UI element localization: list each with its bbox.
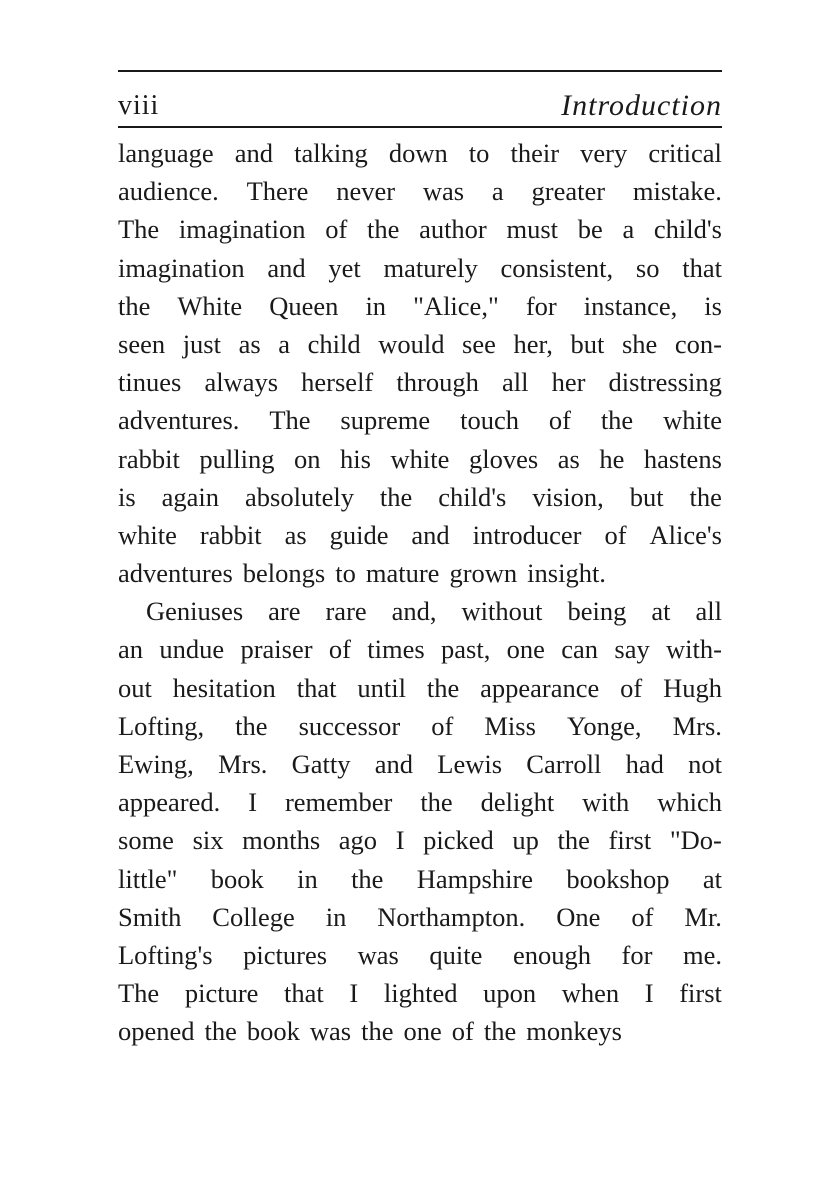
text-line: Ewing, Mrs. Gatty and Lewis Carroll had not — [118, 749, 722, 779]
text-line: white rabbit as guide and introducer of Alice's — [118, 519, 722, 550]
header-top-rule — [118, 70, 722, 72]
text-line: The picture that I lighted upon when I first — [118, 978, 722, 1009]
text-line: Lofting, the successor of Miss Yonge, Mrs. — [118, 710, 722, 741]
text-line: The imagination of the author must be a child's — [118, 214, 722, 245]
text-line: Lofting's pictures was quite enough for me. — [118, 939, 722, 970]
text-line: rabbit pulling on his white gloves as he hastens — [118, 443, 722, 474]
text-line: Geniuses are rare and, without being at all — [146, 596, 722, 627]
text-line: out hesitation that until the appearance of Hugh — [118, 672, 722, 703]
text-line: an undue praiser of times past, one can say with- — [118, 634, 722, 665]
text-line: imagination and yet maturely consistent, so that — [118, 252, 722, 283]
text-line: some six months ago I picked up the first "Do- — [118, 825, 722, 856]
running-head — [118, 86, 722, 126]
running-title: Introduction — [561, 89, 722, 122]
text-line: opened the book was the one of the monkeys — [118, 1016, 622, 1047]
text-line: little" book in the Hampshire bookshop at — [118, 863, 722, 894]
body-text — [118, 134, 722, 1051]
text-line: language and talking down to their very critical — [118, 138, 722, 168]
page-number: viii — [118, 90, 160, 121]
text-line: Smith College in Northampton. One of Mr. — [118, 901, 722, 932]
text-line: appeared. I remember the delight with which — [118, 787, 722, 818]
text-line: adventures. The supreme touch of the white — [118, 405, 722, 436]
header-bottom-rule — [118, 126, 722, 128]
text-line: seen just as a child would see her, but she con- — [118, 328, 722, 359]
text-line: tinues always herself through all her distressing — [118, 367, 722, 398]
text-line: adventures belongs to mature grown insight. — [118, 558, 606, 589]
text-line: audience. There never was a greater mistake. — [118, 176, 722, 207]
text-line: the White Queen in "Alice," for instance, is — [118, 290, 722, 321]
text-line: is again absolutely the child's vision, but the — [118, 481, 722, 512]
